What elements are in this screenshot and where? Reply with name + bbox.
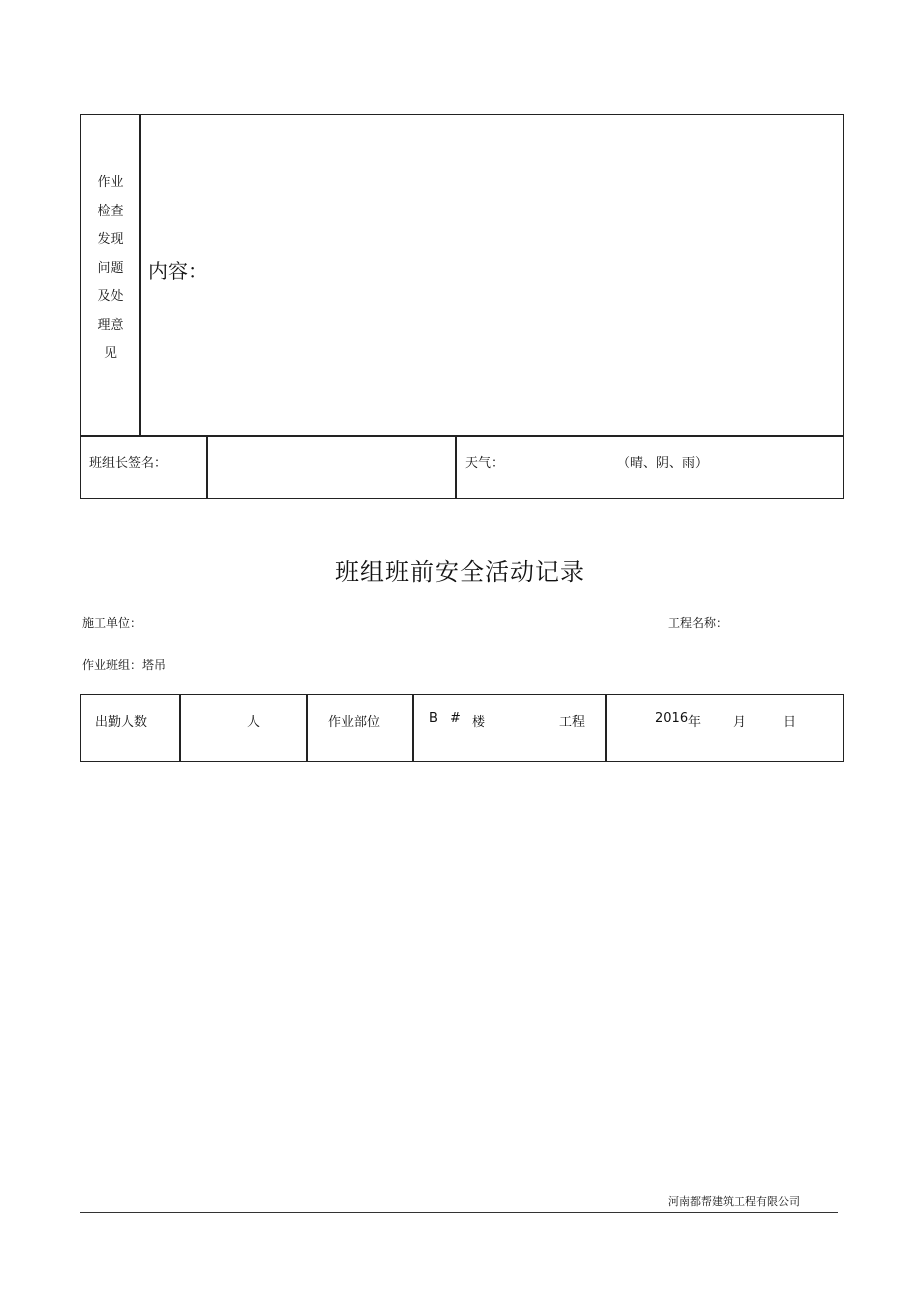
month-unit: 月 — [733, 715, 747, 730]
project-word: 工程 — [559, 715, 586, 730]
footer-company: 河南都帮建筑工程有限公司 — [668, 1195, 800, 1208]
attendance-table — [80, 694, 844, 762]
divider — [81, 435, 843, 437]
construction-unit-label: 施工单位： — [82, 616, 143, 630]
side-label-line: 理意 — [97, 317, 124, 333]
inspection-side-label — [81, 115, 140, 435]
page-title: 班组班前安全活动记录 — [335, 558, 585, 586]
year-unit: 年 — [688, 715, 702, 730]
side-label-line: 及处 — [97, 289, 124, 305]
attendance-label: 出勤人数 — [95, 715, 148, 730]
side-label-line: 作业 — [97, 175, 124, 191]
footer-rule — [80, 1212, 838, 1213]
side-label-line: 检查 — [97, 203, 124, 219]
side-label-line: 见 — [103, 346, 117, 362]
content-label: 内容： — [148, 259, 208, 283]
building-hash: # — [450, 711, 461, 726]
weather-options: （晴、阴、雨） — [617, 456, 709, 471]
content-field[interactable] — [141, 115, 843, 434]
weather-label: 天气： — [465, 456, 505, 471]
side-label-line: 问题 — [97, 260, 124, 276]
year-value: 2016 — [655, 711, 689, 726]
day-unit: 日 — [783, 715, 797, 730]
person-unit: 人 — [247, 715, 261, 730]
work-team-row — [82, 656, 166, 673]
divider — [306, 695, 308, 761]
divider — [605, 695, 607, 761]
divider — [412, 695, 414, 761]
work-location-label: 作业部位 — [328, 715, 381, 730]
building-suffix: 楼 — [472, 715, 486, 730]
project-name-label: 工程名称： — [668, 616, 729, 630]
inspection-table — [80, 114, 844, 499]
work-team-label: 作业班组： — [82, 658, 143, 672]
building-prefix: B — [429, 711, 438, 726]
leader-signature-field[interactable] — [208, 437, 454, 497]
work-team-value: 塔吊 — [142, 658, 167, 672]
divider — [179, 695, 181, 761]
divider — [455, 435, 457, 498]
leader-signature-label: 班组长签名： — [89, 456, 168, 471]
side-label-line: 发现 — [97, 232, 124, 248]
